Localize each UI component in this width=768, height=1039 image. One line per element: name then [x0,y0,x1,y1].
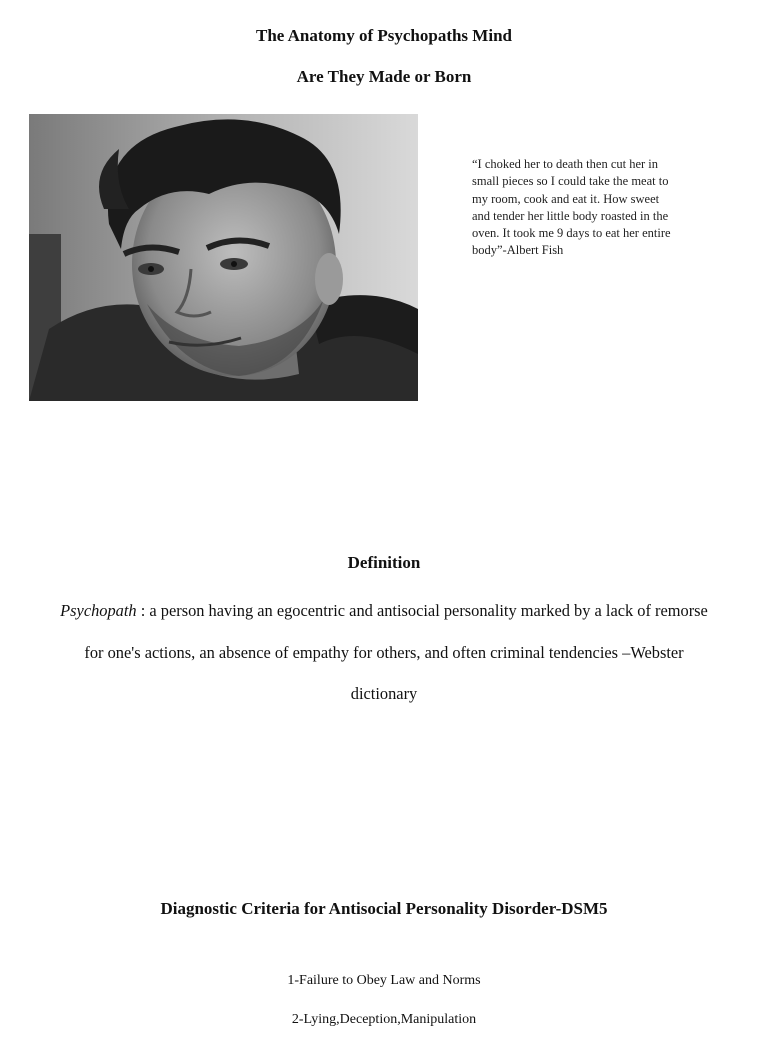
definition-paragraph [60,590,708,715]
document-subtitle: Are They Made or Born [296,67,472,86]
definition-heading: Definition [347,553,421,572]
definition-text: a person having an egocentric and antisocial personality marked by a lack of remorse for one's actions, an absence of empathy for others, and often criminal tendencies –Webster dictionary [84,601,708,703]
definition-separator: : [136,601,150,620]
definition-term: Psychopath [60,601,137,620]
list-item: 1-Failure to Obey Law and Norms [287,973,481,988]
criteria-heading: Diagnostic Criteria for Antisocial Personality Disorder-DSM5 [160,899,608,918]
portrait-photo [29,114,418,401]
document-title: The Anatomy of Psychopaths Mind [256,26,512,45]
criteria-list [0,961,768,1039]
quote-text: “I choked her to death then cut her in small pieces so I could take the meat to my room, cook and eat it. How sweet and tender her little body roasted in the oven. It took me 9 days to eat her entire body”-Albert Fish [472,157,671,258]
list-item: 2-Lying,Deception,Manipulation [291,1012,477,1027]
